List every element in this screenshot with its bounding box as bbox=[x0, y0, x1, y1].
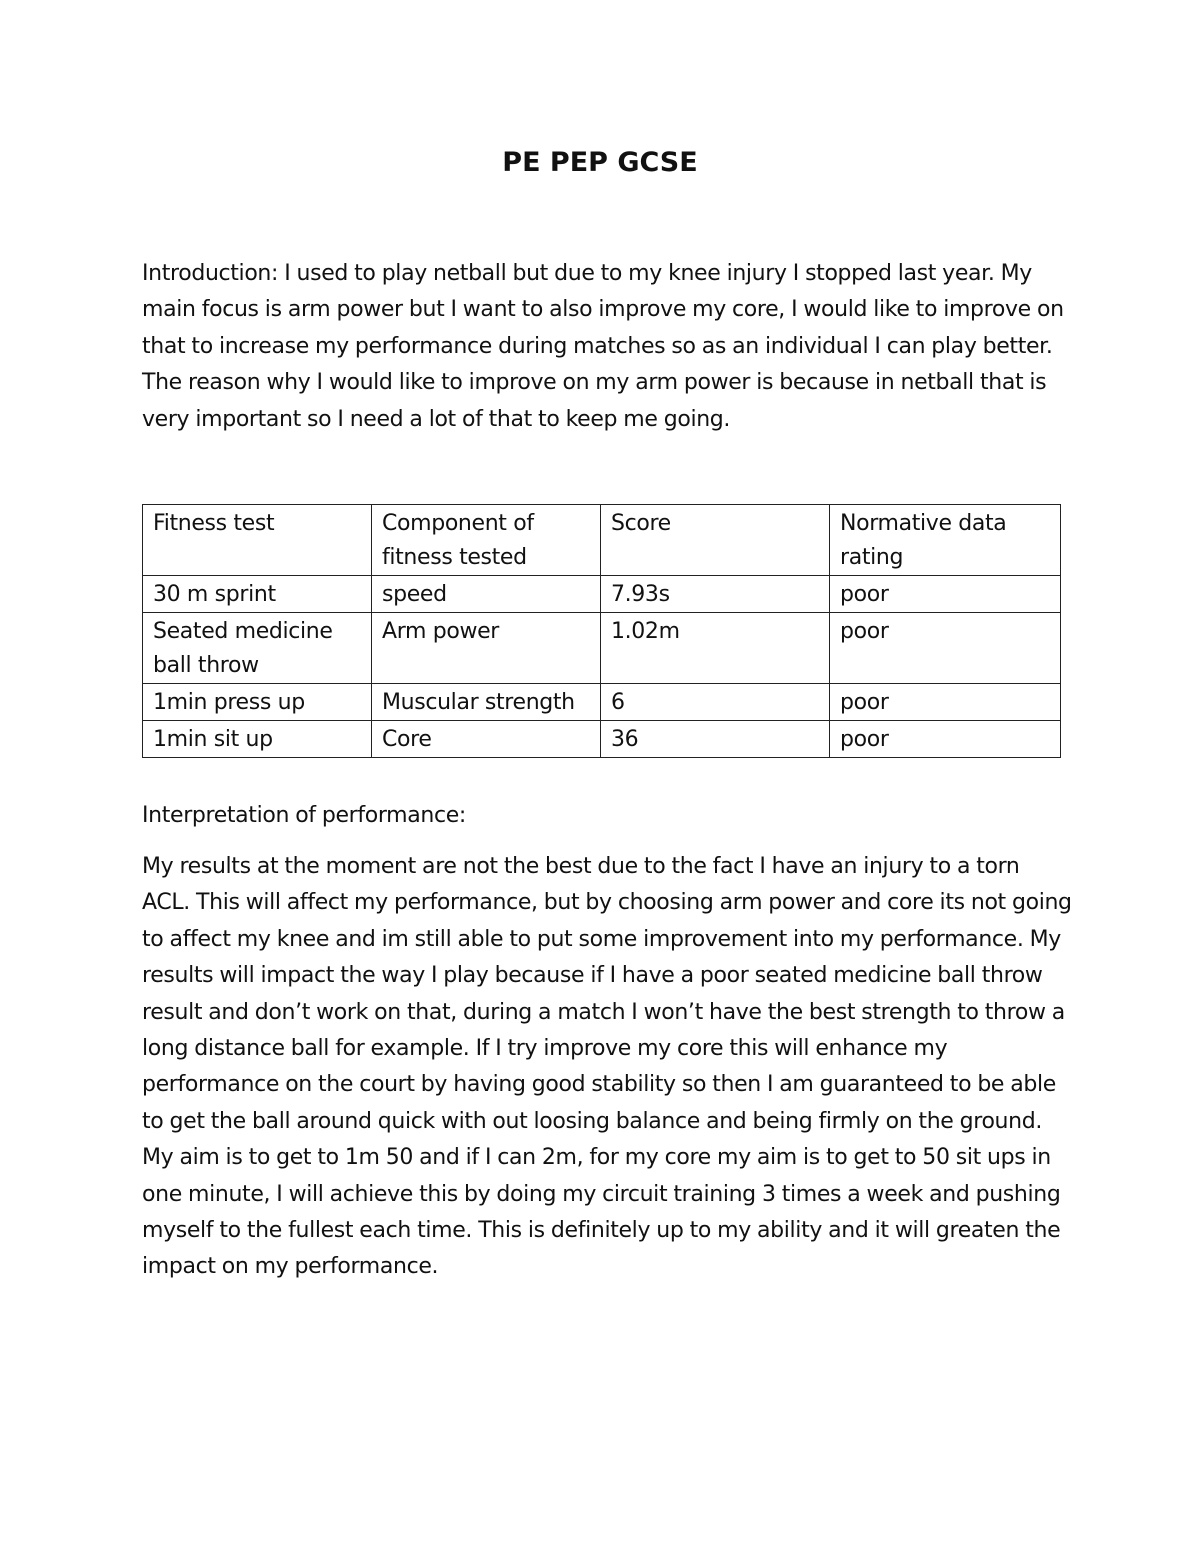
cell-component: speed bbox=[372, 576, 601, 613]
cell-component: Muscular strength bbox=[372, 684, 601, 721]
table-row bbox=[143, 613, 1061, 684]
cell-score: 6 bbox=[601, 684, 830, 721]
cell-score: 7.93s bbox=[601, 576, 830, 613]
introduction-paragraph: Introduction: I used to play netball but due to my knee injury I stopped last year. My main focus is arm power but I want to also improve my core, I would like to improve on that to increase my performance during matches so as an individual I can play better. The reason why I would like to improve on my arm power is because in netball that is very important so I need a lot of that to keep me going. bbox=[142, 261, 1064, 432]
interpretation-heading: Interpretation of performance: bbox=[142, 803, 466, 828]
cell-component: Arm power bbox=[372, 613, 601, 684]
cell-component: Core bbox=[372, 721, 601, 758]
cell-rating: poor bbox=[830, 721, 1061, 758]
cell-fitness-test: Seated medicine ball throw bbox=[143, 613, 372, 684]
fitness-test-table bbox=[142, 504, 1061, 758]
header-fitness-test: Fitness test bbox=[143, 505, 372, 576]
cell-rating: poor bbox=[830, 684, 1061, 721]
table-row bbox=[143, 684, 1061, 721]
table-row bbox=[143, 576, 1061, 613]
table-header-row bbox=[143, 505, 1061, 576]
cell-fitness-test: 30 m sprint bbox=[143, 576, 372, 613]
header-component: Component of fitness tested bbox=[372, 505, 601, 576]
header-score: Score bbox=[601, 505, 830, 576]
header-normative-rating: Normative data rating bbox=[830, 505, 1061, 576]
cell-fitness-test: 1min sit up bbox=[143, 721, 372, 758]
cell-score: 36 bbox=[601, 721, 830, 758]
cell-rating: poor bbox=[830, 576, 1061, 613]
cell-score: 1.02m bbox=[601, 613, 830, 684]
table-row bbox=[143, 721, 1061, 758]
document-title: PE PEP GCSE bbox=[502, 147, 698, 178]
interpretation-paragraph: My results at the moment are not the best due to the fact I have an injury to a torn ACL. This will affect my performance, but by choosing arm power and core its not going to affect my knee and im still able to put some improvement into my performance. My results will impact the way I play because if I have a poor seated medicine ball throw result and don’t work on that, during a match I won’t have the best strength to throw a long distance ball for example. If I try improve my core this will enhance my performance on the court by having good stability so then I am guaranteed to be able to get the ball around quick with out loosing balance and being firmly on the ground. My aim is to get to 1m 50 and if I can 2m, for my core my aim is to get to 50 sit ups in one minute, I will achieve this by doing my circuit training 3 times a week and pushing myself to the fullest each time. This is definitely up to my ability and it will greaten the impact on my performance. bbox=[142, 854, 1072, 1280]
cell-rating: poor bbox=[830, 613, 1061, 684]
cell-fitness-test: 1min press up bbox=[143, 684, 372, 721]
